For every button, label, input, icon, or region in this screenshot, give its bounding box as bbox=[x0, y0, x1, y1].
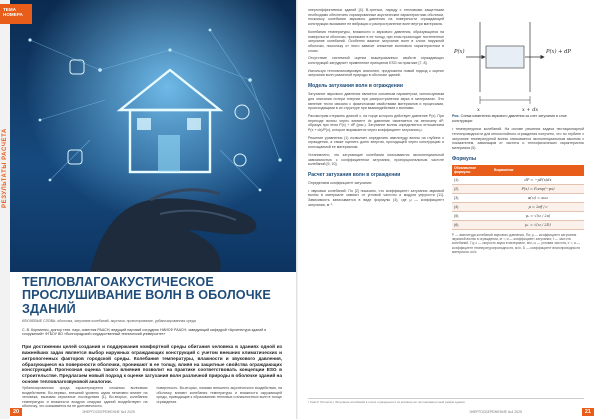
left-body-text bbox=[22, 386, 282, 409]
formula-expression: α(ω) = α₀ω bbox=[492, 193, 584, 202]
formulas-title: Формулы bbox=[452, 155, 477, 162]
section-heading: Расчет затухания волн в ограждении bbox=[308, 171, 401, 178]
folio-text-left: ЭНЕРГОСБЕРЕЖЕНИЕ №4 2025 bbox=[82, 410, 135, 414]
table-row bbox=[452, 176, 584, 185]
right-folio bbox=[298, 408, 594, 416]
section-heading: Модель затухания волн в ограждении bbox=[308, 83, 403, 90]
formula-number: (1) bbox=[452, 176, 492, 185]
formula-expression: P(x) = P₀exp(−μx) bbox=[492, 184, 584, 193]
table-row bbox=[452, 211, 584, 220]
figure-caption bbox=[452, 114, 584, 123]
formula-expression: μₜ = √(ω / 2a) bbox=[492, 211, 584, 220]
formula-header-expr: Выражение bbox=[492, 165, 584, 176]
formula-expression: μ = 2πf / c bbox=[492, 202, 584, 211]
fig-label-left: P(x) bbox=[454, 49, 465, 55]
right-column-2 bbox=[452, 8, 584, 254]
left-folio bbox=[10, 408, 296, 416]
section-tag-text: ТЕМА НОМЕРА bbox=[3, 7, 23, 18]
fig-label-x: x bbox=[477, 107, 480, 112]
hero-image bbox=[10, 0, 296, 272]
section-tag bbox=[0, 4, 32, 24]
table-row bbox=[452, 202, 584, 211]
table-row bbox=[452, 193, 584, 202]
article-title: ТЕПЛОВЛАГОАКУСТИЧЕСКОЕ ПРОСЛУШИВАНИЕ ВОЛН В ОБОЛОЧКЕ ЗДАНИЙ bbox=[22, 275, 271, 316]
body-column-2: поверхность. Во-вторых, помимо внешнего акустического воздействия, на оболочку влияют колебания температуры и влажности окружающей среды, приводящие к образованию тепловых и влажностных волн в толще ограждения. bbox=[156, 386, 282, 404]
wave-attenuation-figure bbox=[452, 8, 584, 112]
paragraph: Отсутствие системной оценки вышеуказанных свойств ограждающих конструкций затрудняет применение принципов ESG на практике [7, 8]. bbox=[308, 56, 444, 66]
formula-expression: dP = −μP(x)dx bbox=[492, 176, 584, 185]
formula-number: (4) bbox=[452, 202, 492, 211]
paragraph: Используя тепловлагозвуковую аналогию, предложена новый подход к оценке затухания волн различной природы в оболочке зданий. bbox=[308, 68, 444, 78]
table-row bbox=[452, 220, 584, 229]
page-number-right: 21 bbox=[582, 408, 594, 416]
formula-number: (3) bbox=[452, 193, 492, 202]
paragraph: Затухание звукового давления является основным параметром, используемым для описания потери энергии при распространении звука в материалах. Это явление тесно связано с физическими свойствами материалов и процессами, происходящими в их структуре при взаимодействии с волнами. bbox=[308, 92, 444, 111]
figure-caption-label: Рис. bbox=[452, 114, 460, 118]
formula-expression: μᵥ = √(ω / 2D) bbox=[492, 220, 584, 229]
footnote: ¹ Сам Р. (Тепличн.) Затухание колебаний в слоях ограждения и их влияние на тепловлажностный режим здания. bbox=[308, 398, 584, 404]
formula-notes: P — амплитуда колебаний звукового давления, Па; μ — коэффициент затухания звуковой волны в ограждении, м⁻¹; α — коэффициент затухания; f — частота колебаний, Гц; c — скорость звука в материале, м/с; ω — угловая частота, с⁻¹; a — коэффициент температуропроводности, м²/с; D — коэффициент влагопроводности материала, м²/с. bbox=[452, 232, 581, 254]
page-number-left: 20 bbox=[10, 408, 22, 416]
article-head bbox=[22, 276, 282, 385]
figure-caption-text: Схема изменения звукового давления за счет затухания в слое конструкции bbox=[452, 114, 567, 123]
left-page bbox=[0, 0, 296, 419]
bullet-paragraph: • звуковых колебаний. По [2] показано, что коэффициент затухания звуковой волны в материале зависит от угловой частоты и модуля упругости [11]. Зависимость записывается в виде формулы (4), где μ — коэффициент затухания, м⁻¹. bbox=[308, 188, 444, 207]
paragraph: Определяем коэффициент затухания: bbox=[308, 180, 372, 185]
keywords: КЛЮЧЕВЫЕ СЛОВА: оболочка, затухание колебаний, акустика, проектирование, урбанизированная среда bbox=[22, 319, 196, 324]
formula-number: (2) bbox=[452, 184, 492, 193]
fig-label-right: P(x) + dP bbox=[546, 49, 571, 55]
paragraph: Решение уравнения (1) позволяет определить амплитуду волны на глубине x ограждения, а также оценить долю энергии, проходящей через конструкцию и поглощаемой ее материалом. bbox=[308, 135, 444, 150]
formulas-table bbox=[452, 165, 584, 230]
rubric-text: РЕЗУЛЬТАТЫ РАСЧЕТА bbox=[2, 128, 8, 208]
author-info: С. В. Корниенко, доктор техн. наук, советник РААСН, ведущий научный сотрудник НИИСФ РААСН, заведующий кафедрой «Архитектура зданий и сооружений» ФГБОУ ВО «Волгоградский государственный технический университет» bbox=[22, 327, 267, 337]
body-column-1: Урбанизированная среда характеризуется сложным волновым воздействием. Во-первых, внешний уровень шума негативно влияет на человека, вызывая серьезные последствия [1]. Во-вторых, колебания температуры и влажности воздуха снаружи зданий воздействуют на оболочку, что сказывается на ее долговечности. bbox=[22, 386, 148, 409]
folio-text-right: ЭНЕРГОСБЕРЕЖЕНИЕ №4 2025 bbox=[469, 410, 522, 414]
bullet-paragraph: • температурных колебаний. На основе решения задачи нестационарной теплопроводности для многослойного ограждения получено, что по глубине x затухание температурной волны описывается экспоненциальным законом с показателем, зависящим от частоты и теплофизических характеристик материала (5). bbox=[452, 127, 584, 150]
paragraph: Установлено, что затухающие колебания описываются экспоненциальной зависимостью с коэффициентом затухания, пропорциональным частоте колебаний [9, 10]. bbox=[308, 152, 444, 167]
formula-header-num: Обозначение формулы bbox=[452, 165, 492, 176]
formula-number: (6) bbox=[452, 220, 492, 229]
paragraph: Колебания температуры, влажности и звукового давления, образующиеся на поверхности оболочки, проникают в ее толщу, при этом происходит постепенное затухание колебаний. Особенно важное затухание волн в слоях наружной оболочки, поскольку от этого зависит снижение волнового характеристики в слоях. bbox=[308, 29, 444, 53]
paragraph: Рассмотрим стержень длиной x, на торце которого действует давление P(x). При переходе волны через элемент dx давление изменяется на величину dP, образуя при этом P(x) + dP (рис.). Затухание волны определяется отношением P(x + dx)/P(x), которое выражается через коэффициент затухания μ. bbox=[308, 113, 444, 133]
right-column-1 bbox=[308, 8, 444, 211]
fig-label-xdx: x + dx bbox=[522, 107, 539, 112]
formula-number: (5) bbox=[452, 211, 492, 220]
paragraph: энергоэффективных зданий [4]. В-третьих, наряду с тепловыми защитными необходимо обеспечить нормированные акустические характеристики оболочки, поскольку колебания звукового давления на поверхности ограждающей конструкции вызывают ее вибрации и распространение волн внутри материала. bbox=[308, 8, 444, 27]
rubric-vertical bbox=[1, 88, 9, 248]
right-page bbox=[298, 0, 594, 419]
table-row bbox=[452, 184, 584, 193]
abstract: При достижении целей создания и поддержания комфортной среды обитания человека в зданиях одной из важнейших задач является выбор наружных ограждающих конструкций с учетом внешних климатических и антропогенных факторов городской среды. Колебания температуры, влажности и звукового давления, образующиеся на поверхности оболочки, проникают в ее толщу, влияя на защитные свойства ограждающих конструкций. Прогнозная оценка такого влияния позволит на практике соответствовать концепции ESG в строительстве. Предлагаем новый подход к оценке затухания волн различной природы в оболочке зданий на основе тепловлагозвуковой аналогии. bbox=[22, 343, 282, 385]
